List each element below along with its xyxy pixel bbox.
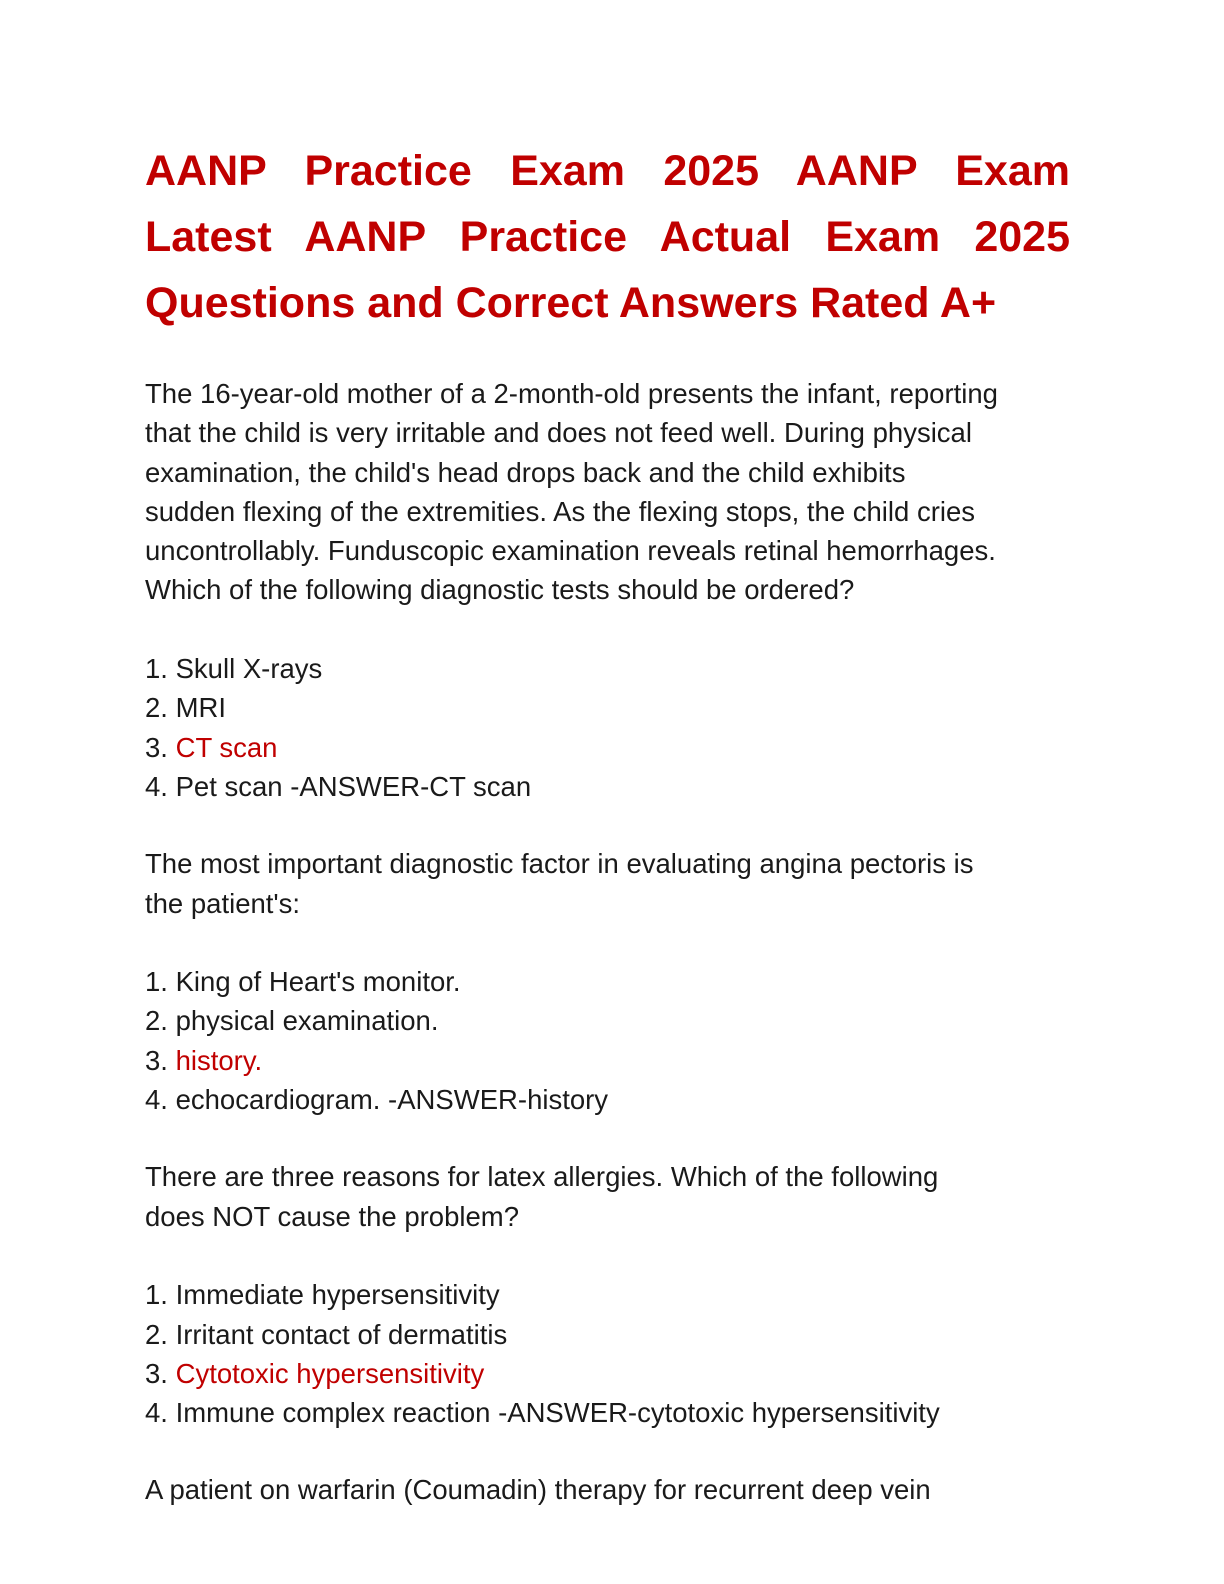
question-line: the patient's:: [145, 887, 301, 919]
answer-option: [145, 962, 1070, 1001]
option-text: King of Heart's monitor.: [175, 966, 461, 998]
question-line: The most important diagnostic factor in evaluating angina pectoris is: [145, 848, 974, 880]
question-block: [145, 1157, 1070, 1432]
answer-option: [145, 688, 1070, 727]
question-text: [145, 1470, 1070, 1509]
question-line: examination, the child's head drops back and the child exhibits: [145, 456, 906, 488]
document-page: [145, 138, 1070, 1510]
question-text: [145, 1157, 1070, 1236]
option-number: 1.: [145, 653, 168, 685]
option-number: 4.: [145, 1084, 168, 1116]
question-block: [145, 1470, 1070, 1509]
option-number: 1.: [145, 966, 168, 998]
answer-option-correct: [145, 1041, 1070, 1080]
answer-option: [145, 1315, 1070, 1354]
question-text: [145, 844, 1070, 923]
question-line: Which of the following diagnostic tests should be ordered?: [145, 574, 855, 606]
question-block: [145, 374, 1070, 806]
question-line: uncontrollably. Funduscopic examination reveals retinal hemorrhages.: [145, 535, 996, 567]
title-line: Questions and Correct Answers Rated A+: [145, 279, 997, 327]
answer-options: [145, 962, 1070, 1119]
document-title: [145, 138, 1070, 336]
option-number: 2.: [145, 1318, 168, 1350]
option-text-correct: CT scan: [175, 731, 278, 763]
answer-options: [145, 1275, 1070, 1432]
answer-option: [145, 649, 1070, 688]
title-line: AANP Practice Exam 2025 AANP Exam: [145, 147, 1070, 195]
option-text-correct: Cytotoxic hypersensitivity: [175, 1357, 485, 1389]
option-text: Irritant contact of dermatitis: [175, 1318, 508, 1350]
option-number: 3.: [145, 1044, 168, 1076]
option-number: 2.: [145, 1005, 168, 1037]
option-text: Pet scan -ANSWER-CT scan: [175, 770, 532, 802]
option-number: 4.: [145, 770, 168, 802]
question-line: that the child is very irritable and does not feed well. During physical: [145, 417, 972, 449]
option-text: echocardiogram. -ANSWER-history: [175, 1084, 609, 1116]
answer-option: [145, 1393, 1070, 1432]
option-text: Immediate hypersensitivity: [175, 1279, 500, 1311]
answer-option: [145, 1080, 1070, 1119]
option-text-correct: history.: [175, 1044, 263, 1076]
question-line: There are three reasons for latex allergies. Which of the following: [145, 1161, 939, 1193]
option-number: 1.: [145, 1279, 168, 1311]
question-line: The 16-year-old mother of a 2-month-old presents the infant, reporting: [145, 378, 998, 409]
option-text: Skull X-rays: [175, 653, 323, 685]
option-text: MRI: [175, 692, 226, 724]
answer-option: [145, 1275, 1070, 1314]
answer-option-correct: [145, 728, 1070, 767]
option-number: 4.: [145, 1397, 168, 1429]
option-number: 3.: [145, 1357, 168, 1389]
question-block: [145, 844, 1070, 1119]
question-line: A patient on warfarin (Coumadin) therapy for recurrent deep vein: [145, 1474, 931, 1506]
question-line: sudden flexing of the extremities. As the flexing stops, the child cries: [145, 495, 976, 527]
option-text: physical examination.: [175, 1005, 439, 1037]
answer-option-correct: [145, 1354, 1070, 1393]
answer-options: [145, 649, 1070, 806]
option-number: 3.: [145, 731, 168, 763]
title-line: Latest AANP Practice Actual Exam 2025: [145, 213, 1070, 261]
option-number: 2.: [145, 692, 168, 724]
answer-option: [145, 767, 1070, 806]
question-line: does NOT cause the problem?: [145, 1200, 520, 1232]
question-text: [145, 374, 1070, 610]
answer-option: [145, 1001, 1070, 1040]
option-text: Immune complex reaction -ANSWER-cytotoxic hypersensitivity: [175, 1397, 940, 1429]
